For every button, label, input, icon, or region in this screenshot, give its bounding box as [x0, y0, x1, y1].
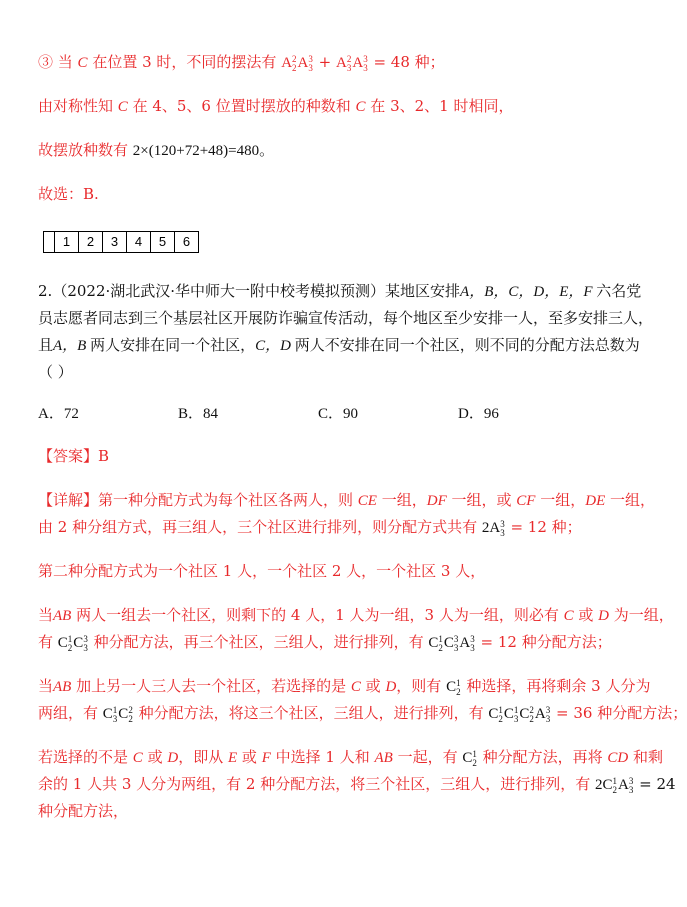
text: 一起，有: [392, 748, 463, 766]
cell: 3: [102, 232, 126, 252]
formula: A 2 3 A 3 3: [336, 53, 368, 73]
question-paren: （ ）: [38, 363, 73, 381]
text: 由 2 种分组方式，再三组人，三个社区进行排列，则分配方式共有: [38, 518, 482, 536]
choice-line: 故选：B.: [38, 185, 99, 203]
text: 一组，: [376, 491, 427, 509]
text: 两组，有: [38, 704, 103, 722]
formula: C 1 3 C 2 2: [102, 704, 133, 724]
text: 一组，: [605, 491, 656, 509]
option-b: B．84: [178, 406, 219, 422]
text: 或: [360, 677, 386, 695]
option-c: C．90: [318, 406, 359, 422]
var: CD: [607, 750, 629, 766]
number-cells-figure: [43, 231, 199, 253]
text: 两人安排在同一个社区，: [90, 336, 256, 354]
detail-line-1: [38, 490, 655, 511]
text: 余的 1 人共 3 人分为两组，有 2 种分配方法，将三个社区，三组人，进行排列，有: [38, 775, 596, 793]
var: C，D: [255, 338, 295, 354]
formula: 2×(120+72+48)=480: [132, 143, 260, 159]
text: 中选择 1 人和: [270, 748, 375, 766]
var: C: [563, 608, 574, 624]
formula: C 1 2: [462, 748, 477, 768]
text: 当: [38, 677, 54, 695]
text: 种分配方法，将这三个社区，三组人，进行排列，有: [133, 704, 489, 722]
var: DE: [585, 493, 606, 509]
var: AB: [53, 679, 72, 695]
question-line-3: [38, 335, 640, 356]
text: 且: [38, 336, 54, 354]
text: = 12 种分配方法；: [475, 633, 612, 651]
text: ，则有: [396, 677, 447, 695]
cell: 1: [54, 232, 78, 252]
var: AB: [53, 608, 72, 624]
text: 种分配方法，再三个社区，三组人，进行排列，有: [88, 633, 429, 651]
option-a: A．72: [38, 406, 79, 422]
text: 两人一组去一个社区，则剩下的 4 人，1 人为一组，3 人为一组，则必有: [71, 606, 564, 624]
text: 若选择的不是: [38, 748, 133, 766]
detail-line-4: [38, 605, 674, 626]
detail-tag: 【详解】: [38, 491, 99, 509]
detail-line-6: [38, 676, 650, 697]
var: DF: [426, 493, 447, 509]
text: 故摆放种数有: [38, 141, 133, 159]
text: 有: [38, 633, 58, 651]
text: 种选择，再将剩余 3 人分为: [461, 677, 651, 695]
text: 。: [259, 141, 275, 159]
text: = 12 种；: [505, 518, 582, 536]
text: （2022·湖北武汉·华中师大一附中校考模拟预测）某地区安排: [52, 282, 461, 300]
option-d: D．96: [458, 406, 499, 422]
formula: C 1 2: [446, 677, 461, 697]
text: 加上另一人三人去一个社区，若选择的是: [71, 677, 351, 695]
text: 或: [142, 748, 168, 766]
detail-line-7: [38, 703, 687, 724]
text: 当: [38, 606, 54, 624]
text: 种分配方法，再将: [477, 748, 608, 766]
var: AB: [374, 750, 393, 766]
text: ，即从: [178, 748, 228, 766]
question-line-2: 员志愿者同志到三个基层社区开展防诈骗宣传活动，每个地区至少安排一人，至多安排三人，: [38, 309, 654, 327]
var: C: [132, 750, 143, 766]
question-number: 2.: [38, 282, 53, 300]
var: D: [167, 750, 179, 766]
text: 一组，或: [446, 491, 517, 509]
cell: 6: [174, 232, 198, 252]
text: 两人不安排在同一个社区，则不同的分配方法总数为: [294, 336, 640, 354]
text: ③ 当: [38, 53, 78, 71]
text: +: [318, 53, 336, 71]
var: CE: [357, 493, 377, 509]
var: D: [385, 679, 397, 695]
var: C: [77, 55, 88, 71]
cell-blank: [44, 232, 54, 252]
text: 为一组，: [609, 606, 674, 624]
text: 六名党: [596, 282, 642, 300]
text: 和剩: [628, 748, 664, 766]
text: = 24: [634, 775, 676, 793]
symmetry-line: [38, 96, 513, 117]
formula: C 1 2 C 3 3 A 3 3: [428, 633, 475, 653]
text: 在 3、2、1 时相同，: [365, 97, 514, 115]
question-line-1: [38, 281, 641, 302]
text: = 48 种；: [368, 53, 445, 71]
detail-line-9: [38, 774, 676, 795]
text: = 36 种分配方法；: [551, 704, 687, 722]
detail-line-5: [38, 632, 612, 653]
var: E: [227, 750, 238, 766]
formula: C 1 2 C 3 3: [57, 633, 88, 653]
var: C: [117, 99, 128, 115]
cell: 5: [150, 232, 174, 252]
var: A，B，C，D，E，F: [460, 284, 597, 300]
text: 一组，: [535, 491, 586, 509]
cell: 4: [126, 232, 150, 252]
formula: C 1 2 C 1 3 C 2 2 A 3 3: [488, 704, 551, 724]
detail-line-3: 第二种分配方式为一个社区 1 人，一个社区 2 人，一个社区 3 人，: [38, 562, 486, 580]
formula: A 2 2 A 3 3: [281, 53, 313, 73]
text: 或: [237, 748, 262, 766]
detail-line-2: [38, 517, 582, 538]
var: A，B: [53, 338, 91, 354]
text: 在位置 3 时，不同的摆法有: [87, 53, 282, 71]
var: D: [598, 608, 609, 624]
text: 或: [573, 606, 599, 624]
text: 第一种分配方式为每个社区各两人，则: [98, 491, 358, 509]
var: F: [261, 750, 271, 766]
detail-line-8: [38, 747, 663, 768]
detail-line-10: 种分配方法，: [38, 802, 129, 820]
text: 在 4、5、6 位置时摆放的种数和: [127, 97, 356, 115]
formula: 2C 1 2 A 3 3: [595, 775, 634, 795]
cell: 2: [78, 232, 102, 252]
case3-line: [38, 52, 445, 73]
var: C: [350, 679, 361, 695]
total-line: [38, 140, 274, 161]
formula: 2A 3 3: [481, 518, 505, 538]
answer-line: 【答案】B: [38, 447, 110, 465]
var: CF: [516, 493, 536, 509]
var: C: [355, 99, 366, 115]
text: 由对称性知: [38, 97, 118, 115]
